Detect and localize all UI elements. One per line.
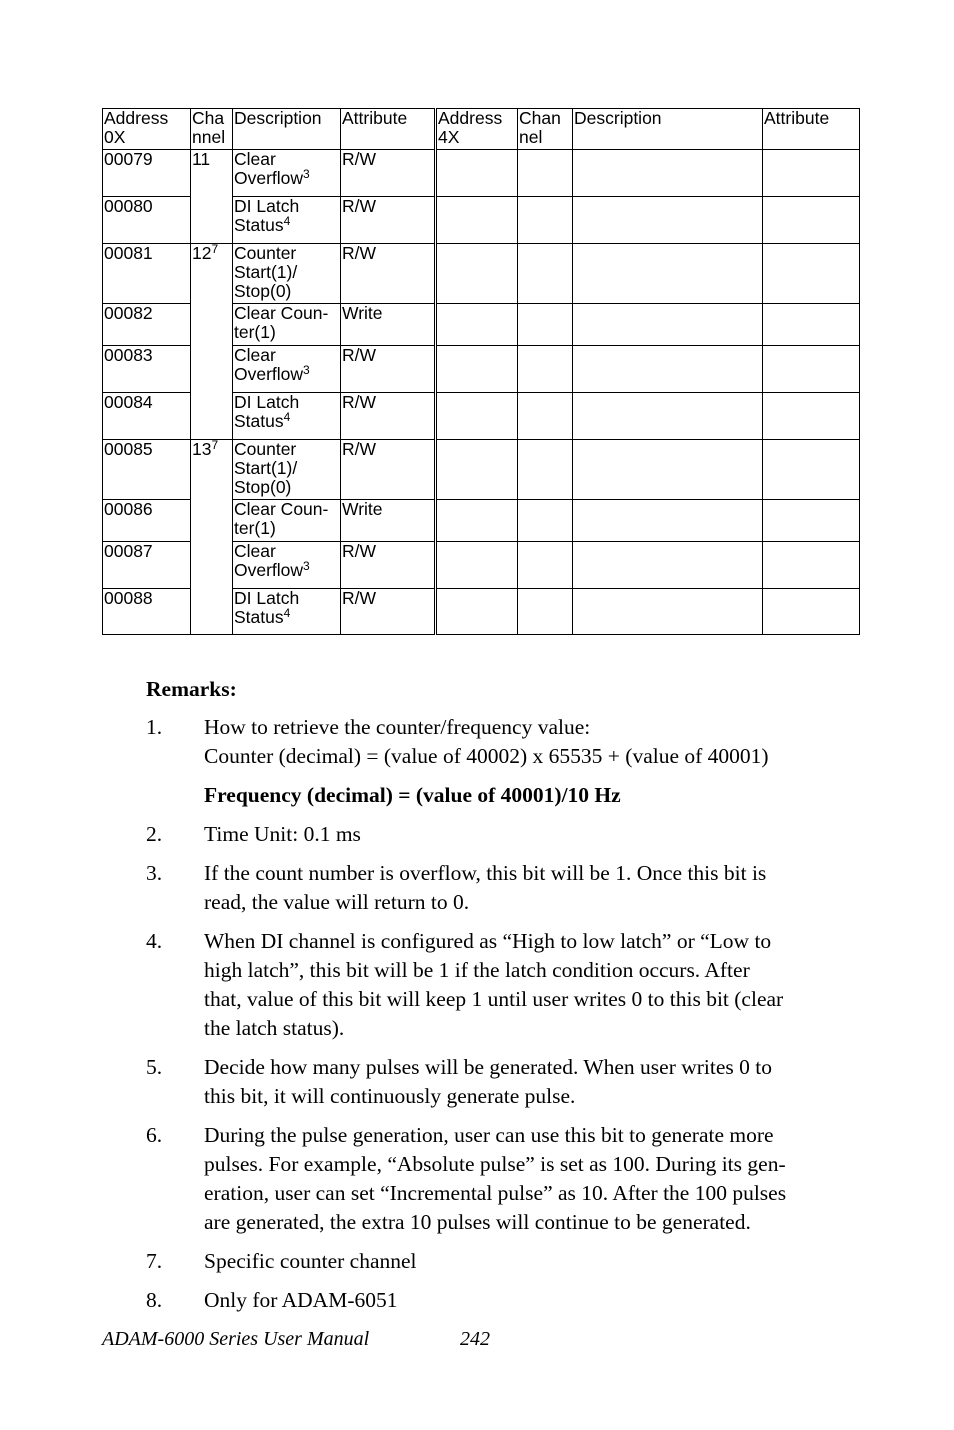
cell-description bbox=[233, 393, 341, 440]
cell-address-4x bbox=[436, 542, 518, 589]
description-line: Clear Coun- bbox=[234, 303, 329, 323]
remark-item bbox=[146, 1121, 858, 1237]
remark-number: 4. bbox=[146, 929, 163, 953]
cell-attribute-4x bbox=[763, 440, 860, 500]
remark-text bbox=[204, 713, 858, 810]
cell-attribute-4x bbox=[763, 589, 860, 635]
channel-footnote-ref: 7 bbox=[211, 243, 219, 256]
channel-number: 13 bbox=[192, 439, 212, 459]
cell-address-4x bbox=[436, 589, 518, 635]
cell-attribute-4x bbox=[763, 542, 860, 589]
cell-attribute: Write bbox=[341, 500, 436, 542]
cell-attribute-4x bbox=[763, 150, 860, 197]
cell-attribute: R/W bbox=[341, 197, 436, 244]
remark-line: high latch”, this bit will be 1 if the latch condition occurs. After bbox=[204, 958, 750, 982]
page-footer bbox=[102, 1328, 490, 1351]
cell-address-4x bbox=[436, 500, 518, 542]
remark-line: If the count number is overflow, this bit will be 1. Once this bit is bbox=[204, 861, 767, 885]
cell-address-4x bbox=[436, 304, 518, 346]
cell-address: 00079 bbox=[103, 150, 191, 197]
cell-channel bbox=[191, 244, 233, 440]
cell-attribute-4x bbox=[763, 304, 860, 346]
register-table bbox=[102, 108, 860, 635]
footer-page-number: 242 bbox=[460, 1328, 490, 1350]
remark-line: Time Unit: 0.1 ms bbox=[204, 822, 361, 846]
channel-footnote-ref: 7 bbox=[211, 439, 219, 452]
cell-channel-4x bbox=[518, 440, 573, 500]
cell-attribute: R/W bbox=[341, 244, 436, 304]
remark-text bbox=[204, 820, 858, 849]
remark-number: 2. bbox=[146, 822, 163, 846]
description-line: Start(1)/ bbox=[234, 458, 298, 478]
description-line: Stop(0) bbox=[234, 477, 292, 497]
cell-address: 00083 bbox=[103, 346, 191, 393]
cell-description-4x bbox=[573, 589, 763, 635]
cell-description-4x bbox=[573, 440, 763, 500]
cell-address: 00087 bbox=[103, 542, 191, 589]
remark-item bbox=[146, 1286, 858, 1315]
cell-description bbox=[233, 346, 341, 393]
cell-attribute: R/W bbox=[341, 440, 436, 500]
remark-item bbox=[146, 820, 858, 849]
cell-description bbox=[233, 244, 341, 304]
cell-attribute: Write bbox=[341, 304, 436, 346]
header-address-4x: Address 4X bbox=[436, 109, 518, 150]
remark-item bbox=[146, 1247, 858, 1276]
footer-manual-title: ADAM-6000 Series User Manual bbox=[102, 1328, 370, 1350]
description-line: Clear bbox=[234, 149, 276, 169]
remark-text bbox=[204, 927, 858, 1043]
table-row bbox=[103, 440, 860, 500]
cell-address: 00084 bbox=[103, 393, 191, 440]
remark-line: the latch status). bbox=[204, 1016, 345, 1040]
cell-attribute-4x bbox=[763, 393, 860, 440]
footnote-ref: 3 bbox=[303, 559, 310, 573]
cell-attribute: R/W bbox=[341, 346, 436, 393]
description-line: DI Latch bbox=[234, 196, 300, 216]
remark-line: Specific counter channel bbox=[204, 1249, 417, 1273]
description-line: Counter bbox=[234, 439, 297, 459]
remark-item bbox=[146, 1053, 858, 1111]
remark-line: eration, user can set “Incremental pulse” as 10. After the 100 pulses bbox=[204, 1181, 787, 1205]
remark-number: 5. bbox=[146, 1055, 163, 1079]
cell-address-4x bbox=[436, 393, 518, 440]
description-line: Status bbox=[234, 411, 284, 431]
cell-address: 00085 bbox=[103, 440, 191, 500]
remark-text bbox=[204, 1121, 858, 1237]
cell-description bbox=[233, 304, 341, 346]
header-channel-4x: Chan nel bbox=[518, 109, 573, 150]
remark-line: When DI channel is configured as “High to low latch” or “Low to bbox=[204, 929, 772, 953]
remark-text bbox=[204, 1286, 858, 1315]
cell-description bbox=[233, 542, 341, 589]
cell-description-4x bbox=[573, 542, 763, 589]
cell-description-4x bbox=[573, 500, 763, 542]
remark-number: 3. bbox=[146, 861, 163, 885]
cell-address-4x bbox=[436, 346, 518, 393]
cell-description-4x bbox=[573, 346, 763, 393]
footnote-ref: 4 bbox=[283, 214, 291, 228]
remark-line: are generated, the extra 10 pulses will continue to be generated. bbox=[204, 1210, 751, 1234]
description-line: DI Latch bbox=[234, 392, 300, 412]
cell-description bbox=[233, 150, 341, 197]
cell-address: 00081 bbox=[103, 244, 191, 304]
description-line: DI Latch bbox=[234, 588, 300, 608]
description-line: Clear bbox=[234, 345, 276, 365]
remarks-list bbox=[146, 713, 858, 1315]
description-line: Stop(0) bbox=[234, 281, 292, 301]
table-row bbox=[103, 244, 860, 304]
cell-address-4x bbox=[436, 150, 518, 197]
cell-address: 00088 bbox=[103, 589, 191, 635]
cell-attribute-4x bbox=[763, 346, 860, 393]
header-description-4x: Description bbox=[573, 109, 763, 150]
description-line: Status bbox=[234, 607, 284, 627]
cell-description-4x bbox=[573, 244, 763, 304]
frequency-formula: Frequency (decimal) = (value of 40001)/10 Hz bbox=[204, 783, 621, 807]
cell-description-4x bbox=[573, 197, 763, 244]
cell-address-4x bbox=[436, 244, 518, 304]
description-line: Overflow bbox=[234, 560, 304, 580]
cell-address: 00086 bbox=[103, 500, 191, 542]
description-line: Start(1)/ bbox=[234, 262, 298, 282]
footnote-ref: 3 bbox=[303, 363, 310, 377]
footnote-ref: 3 bbox=[303, 167, 310, 181]
header-attribute-0x: Attribute bbox=[341, 109, 436, 150]
cell-channel-4x bbox=[518, 589, 573, 635]
cell-attribute: R/W bbox=[341, 542, 436, 589]
remark-text bbox=[204, 1247, 858, 1276]
description-line: Clear Coun- bbox=[234, 499, 329, 519]
cell-description-4x bbox=[573, 393, 763, 440]
remark-text bbox=[204, 1053, 858, 1111]
description-line: ter(1) bbox=[234, 322, 276, 342]
remark-line: read, the value will return to 0. bbox=[204, 890, 470, 914]
cell-address: 00080 bbox=[103, 197, 191, 244]
cell-attribute-4x bbox=[763, 500, 860, 542]
cell-description-4x bbox=[573, 304, 763, 346]
cell-description bbox=[233, 440, 341, 500]
cell-channel-4x bbox=[518, 304, 573, 346]
cell-attribute: R/W bbox=[341, 150, 436, 197]
cell-channel-4x bbox=[518, 393, 573, 440]
description-line: Overflow bbox=[234, 364, 304, 384]
channel-number: 12 bbox=[192, 243, 212, 263]
cell-channel bbox=[191, 150, 233, 244]
header-description-0x: Description bbox=[233, 109, 341, 150]
remark-item bbox=[146, 927, 858, 1043]
description-line: Counter bbox=[234, 243, 297, 263]
remark-line: During the pulse generation, user can use this bit to generate more bbox=[204, 1123, 774, 1147]
remark-line: How to retrieve the counter/frequency value: bbox=[204, 715, 591, 739]
remark-line: Only for ADAM-6051 bbox=[204, 1288, 398, 1312]
cell-description bbox=[233, 589, 341, 635]
cell-attribute: R/W bbox=[341, 393, 436, 440]
cell-channel-4x bbox=[518, 346, 573, 393]
remark-line: Counter (decimal) = (value of 40002) x 65535 + (value of 40001) bbox=[204, 744, 769, 768]
cell-description bbox=[233, 197, 341, 244]
remark-number: 8. bbox=[146, 1288, 163, 1312]
remark-number: 6. bbox=[146, 1123, 163, 1147]
remark-line: Decide how many pulses will be generated. When user writes 0 to bbox=[204, 1055, 772, 1079]
cell-address: 00082 bbox=[103, 304, 191, 346]
header-channel-0x: Cha nnel bbox=[191, 109, 233, 150]
cell-channel-4x bbox=[518, 150, 573, 197]
cell-attribute-4x bbox=[763, 197, 860, 244]
cell-attribute: R/W bbox=[341, 589, 436, 635]
table-body bbox=[103, 150, 860, 635]
cell-channel-4x bbox=[518, 244, 573, 304]
header-address-0x: Address 0X bbox=[103, 109, 191, 150]
remark-text bbox=[204, 859, 858, 917]
remark-item bbox=[146, 713, 858, 810]
remark-line: this bit, it will continuously generate pulse. bbox=[204, 1084, 576, 1108]
cell-channel-4x bbox=[518, 542, 573, 589]
channel-number: 11 bbox=[192, 149, 211, 169]
remark-item bbox=[146, 859, 858, 917]
cell-channel-4x bbox=[518, 500, 573, 542]
remarks-section bbox=[146, 675, 858, 1325]
footnote-ref: 4 bbox=[283, 410, 291, 424]
table-header-row bbox=[103, 109, 860, 150]
cell-description-4x bbox=[573, 150, 763, 197]
remark-number: 7. bbox=[146, 1249, 163, 1273]
footnote-ref: 4 bbox=[283, 606, 291, 620]
remark-number: 1. bbox=[146, 715, 163, 739]
description-line: ter(1) bbox=[234, 518, 276, 538]
header-attribute-4x: Attribute bbox=[763, 109, 860, 150]
description-line: Overflow bbox=[234, 168, 304, 188]
cell-description bbox=[233, 500, 341, 542]
remarks-heading: Remarks: bbox=[146, 677, 237, 701]
remark-line: that, value of this bit will keep 1 until user writes 0 to this bit (clear bbox=[204, 987, 784, 1011]
cell-channel bbox=[191, 440, 233, 635]
cell-address-4x bbox=[436, 440, 518, 500]
description-line: Status bbox=[234, 215, 284, 235]
table-row bbox=[103, 150, 860, 197]
cell-address-4x bbox=[436, 197, 518, 244]
cell-attribute-4x bbox=[763, 244, 860, 304]
remark-line: pulses. For example, “Absolute pulse” is set as 100. During its gen- bbox=[204, 1152, 786, 1176]
description-line: Clear bbox=[234, 541, 276, 561]
cell-channel-4x bbox=[518, 197, 573, 244]
